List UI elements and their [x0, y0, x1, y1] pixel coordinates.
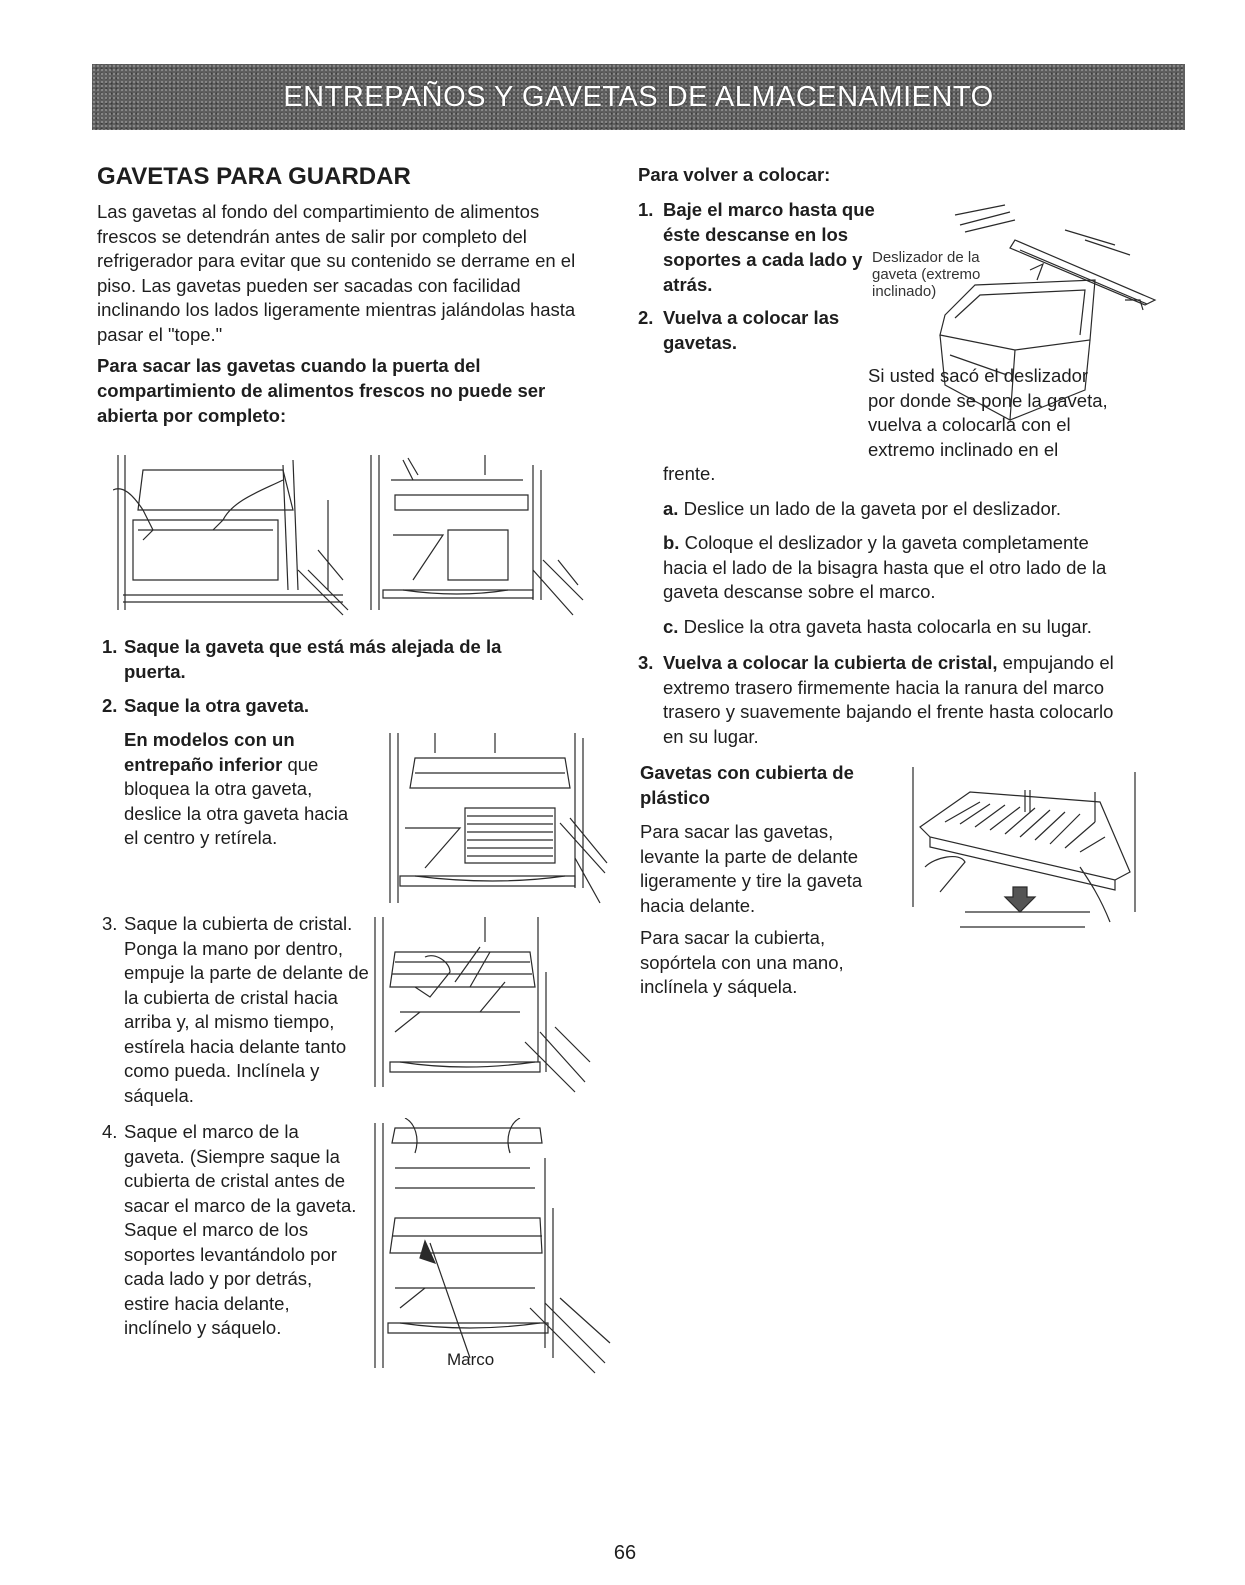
models-note-bold: En modelos con un entrepaño inferior — [124, 729, 295, 775]
section-heading: GAVETAS PARA GUARDAR — [97, 163, 411, 190]
glass-cover-illustration — [370, 912, 605, 1097]
substep-c-letter: c. — [663, 616, 679, 637]
reinstall-step-2-number: 2. — [638, 307, 654, 328]
models-note — [124, 728, 359, 851]
step-1-number: 1. — [102, 636, 118, 657]
page-number: 66 — [613, 1542, 637, 1564]
marco-label: Marco — [447, 1350, 495, 1369]
step-2 — [102, 693, 562, 718]
substep-c-text: Deslice la otra gaveta hasta colocarla en su lugar. — [683, 616, 1092, 637]
plastic-cover-heading: Gavetas con cubierta de plástico — [640, 762, 854, 808]
step-4 — [102, 1120, 362, 1341]
section-banner — [92, 64, 1185, 130]
lower-shelf-illustration — [385, 728, 610, 913]
models-note-text: que bloquea la otra gaveta, deslice la otra gaveta hacia el centro y retírela. — [124, 753, 349, 848]
substep-a — [663, 497, 1133, 522]
substep-a-text: Deslice un lado de la gaveta por el deslizador. — [683, 498, 1062, 519]
drawer-removal-illustration — [113, 450, 593, 620]
drawer-frame-illustration — [370, 1118, 620, 1403]
reinstall-heading: Para volver a colocar: — [638, 164, 831, 185]
plastic-cover-paragraph-1: Para sacar las gavetas, levante la parte de delante ligeramente y tire la gaveta hacia delante. — [640, 821, 863, 916]
reinstall-step-3-number: 3. — [638, 652, 654, 673]
substep-a-letter: a. — [663, 498, 679, 519]
reinstall-step-3-text: empujando el extremo trasero firmemente hacia la ranura del marco trasero y suavemente bajando el frente hasta colocarlo en su lugar. — [663, 652, 1114, 747]
intro-paragraph: Las gavetas al fondo del compartimiento de alimentos frescos se detendrán antes de salir por completo del refrigerador para evitar que su contenido se derrame en el piso. Las gavetas pueden ser sacadas con facilidad inclinando los lados ligeramente mientras jalándolas hasta pasar el "tope." — [97, 201, 576, 345]
substep-b-text: Coloque el deslizador y la gaveta completamente hacia el lado de la bisagra hasta que el otro lado de la gaveta descanse sobre el marco. — [663, 532, 1107, 602]
step-2-number: 2. — [102, 695, 118, 716]
step-4-number: 4. — [102, 1121, 118, 1142]
substep-c — [663, 615, 1143, 640]
step-1 — [102, 634, 562, 684]
reinstall-step-2-note — [663, 364, 1113, 487]
removal-subheading: Para sacar las gavetas cuando la puerta del compartimiento de alimentos frescos no puede ser abierta por completo: — [97, 355, 546, 426]
step-2-text: Saque la otra gaveta. — [124, 695, 310, 716]
plastic-cover-paragraph-2: Para sacar la cubierta, sopórtela con una mano, inclínela y sáquela. — [640, 927, 844, 997]
reinstall-step-1-number: 1. — [638, 199, 654, 220]
substep-b — [663, 531, 1133, 605]
reinstall-step-3 — [638, 651, 1138, 749]
reinstall-step-3-bold: Vuelva a colocar la cubierta de cristal, — [663, 652, 998, 673]
step-3-number: 3. — [102, 913, 118, 934]
banner-title: ENTREPAÑOS Y GAVETAS DE ALMACENAMIENTO — [283, 80, 994, 113]
step-3 — [102, 912, 372, 1108]
substep-b-letter: b. — [663, 532, 680, 553]
reinstall-step-1-text: Baje el marco hasta que éste descanse en los soportes a cada lado y atrás. — [663, 199, 875, 295]
reinstall-step-2-note-text: Si usted sacó el deslizador por donde se pone la gaveta, vuelva a colocarla con el extremo inclinado en el frente. — [663, 365, 1108, 484]
plastic-cover-illustration — [905, 762, 1145, 934]
reinstall-step-2 — [638, 305, 868, 355]
reinstall-step-1 — [638, 197, 878, 297]
slider-label: Deslizador de la gaveta (extremo inclinado) — [872, 249, 981, 300]
step-4-text: Saque el marco de la gaveta. (Siempre saque la cubierta de cristal antes de sacar el marco de la gaveta. Saque el marco de los soportes levantándolo por cada lado y por detrás, estire hacia delante, inclínelo y sáquelo. — [124, 1121, 357, 1338]
step-1-text: Saque la gaveta que está más alejada de la puerta. — [124, 636, 502, 682]
reinstall-step-2-text: Vuelva a colocar las gavetas. — [663, 307, 840, 353]
step-3-text: Saque la cubierta de cristal. Ponga la mano por dentro, empuje la parte de delante de la cubierta de cristal hacia arriba y, al mismo tiempo, estírela hacia delante tanto como pueda. Inclínela y sáquela. — [124, 913, 369, 1106]
